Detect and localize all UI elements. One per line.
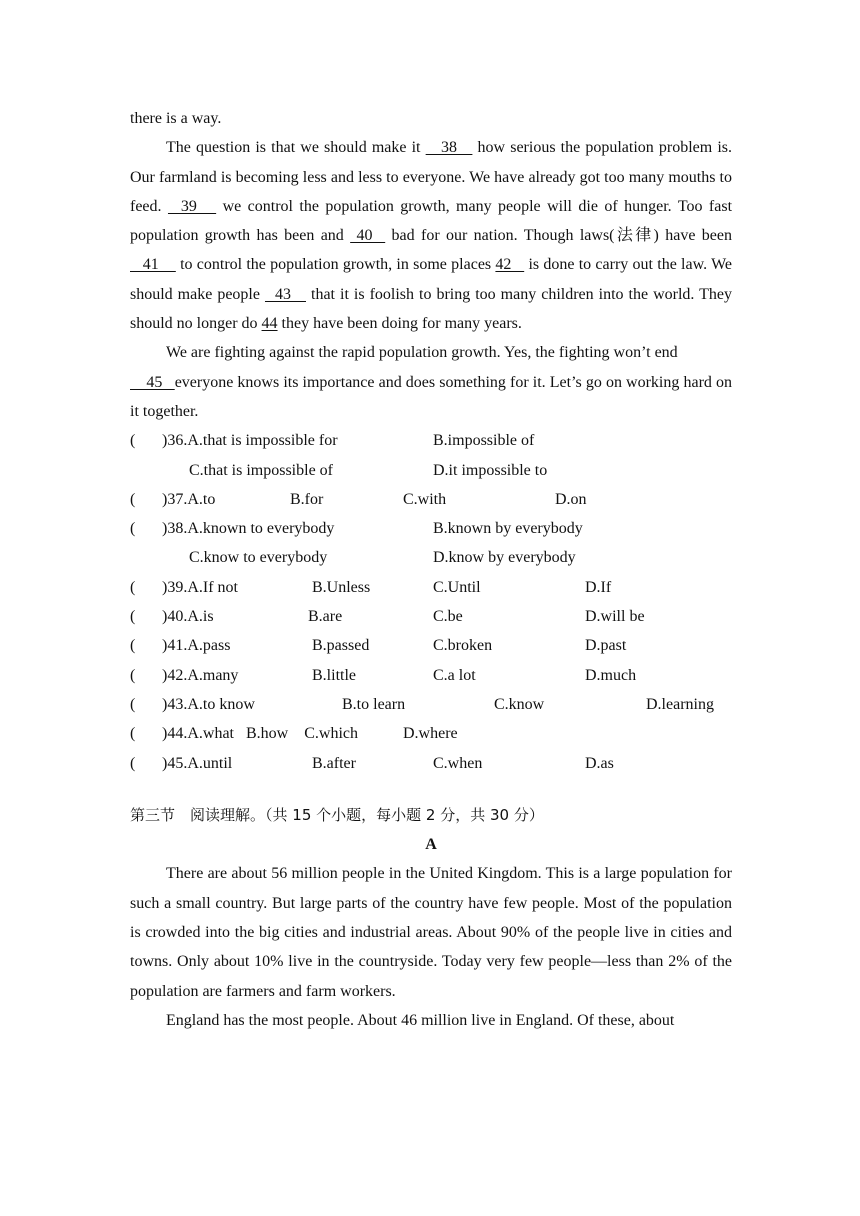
blank-38: 38 <box>425 139 473 157</box>
question-45: ( )45.A.until B.after C.when D.as <box>130 749 732 778</box>
question-41: ( )41.A.pass B.passed C.broken D.past <box>130 631 732 660</box>
option-d: D.as <box>585 754 614 772</box>
option-a: )38.A.known to everybody <box>162 520 335 538</box>
option-a: )36.A.that is impossible for <box>162 432 338 450</box>
cloze-paragraph-2: We are fighting against the rapid population growth. Yes, the fighting won’t end <box>166 344 678 362</box>
option-a: )42.A.many <box>162 666 239 684</box>
option-d: D.learning <box>646 695 714 713</box>
question-37: ( )37.A.to B.for C.with D.on <box>130 485 732 514</box>
option-abc: )44.A.what B.how C.which <box>162 725 358 743</box>
option-a: )39.A.If not <box>162 578 238 596</box>
option-b: B.Unless <box>312 578 371 596</box>
option-b: B.are <box>308 608 343 626</box>
option-c: C.that is impossible of <box>189 461 333 479</box>
question-38-row2 <box>130 543 732 572</box>
blank-41: 41 <box>130 256 176 274</box>
option-c: C.when <box>433 754 483 772</box>
option-b: B.passed <box>312 637 370 655</box>
question-44: ( )44.A.what B.how C.which D.where <box>130 719 732 748</box>
blank-39: 39 <box>167 197 217 215</box>
option-c: C.know <box>494 695 545 713</box>
blank-45: 45 <box>130 373 175 391</box>
question-39: ( )39.A.If not B.Unless C.Until D.If <box>130 573 732 602</box>
blank-43: 43 <box>264 285 306 303</box>
option-d: D.where <box>403 725 458 743</box>
option-d: D.on <box>555 490 587 508</box>
option-b: B.little <box>312 666 356 684</box>
section-heading: 第三节 阅读理解。（共 15 个小题，每小题 2 分，共 30 分） <box>130 805 544 824</box>
question-42: ( )42.A.many B.little C.a lot D.much <box>130 661 732 690</box>
option-b: B.impossible of <box>433 432 535 450</box>
option-a: )40.A.is <box>162 608 214 626</box>
option-d: D.know by everybody <box>433 549 576 567</box>
cloze-paragraph-1: The question is that we should make it 38 how serious the population problem is. Our farmland is becoming less and less to everyone. We have already got too many mouths to feed. 39 we control the population growth, many people will die of hunger. Too fast population growth has been and 40 bad for our nation. Though laws(法律) have been 41 to control the population growth, in some places 42 is done to carry out the law. We should make people 43 that it is foolish to bring too many children into the world. They should no longer do 44 they have been doing for many years. <box>130 139 733 333</box>
option-c: C.a lot <box>433 666 476 684</box>
question-43: ( )43.A.to know B.to learn C.know D.learning <box>130 690 732 719</box>
blank-42: 42 <box>495 256 525 274</box>
option-b: B.for <box>290 490 324 508</box>
option-d: D.it impossible to <box>433 461 548 479</box>
option-c: C.be <box>433 608 463 626</box>
passage-title: A <box>425 836 437 854</box>
reading-paragraph-2: England has the most people. About 46 million live in England. Of these, about <box>166 1011 675 1029</box>
question-38: ( )38.A.known to everybody B.known by everybody <box>130 514 732 543</box>
option-c: C.know to everybody <box>189 549 328 567</box>
option-a: )37.A.to <box>162 490 216 508</box>
option-c: C.Until <box>433 578 481 596</box>
option-a: )45.A.until <box>162 754 233 772</box>
option-a: )43.A.to know <box>162 695 255 713</box>
blank-40: 40 <box>350 227 386 245</box>
option-d: D.will be <box>585 608 645 626</box>
reading-paragraph-1: There are about 56 million people in the United Kingdom. This is a large population for such a small country. But large parts of the country have few people. Most of the population is crowded into the big cities and industrial areas. About 90% of the people live in cities and towns. Only about 10% live in the countryside. Today very few people—less than 2% of the population are farmers and farm workers. <box>130 865 732 1000</box>
question-36-row2 <box>130 456 732 485</box>
blank-44: 44 <box>261 315 278 333</box>
cloze-paragraph-2-cont: 45 everyone knows its importance and does something for it. Let’s go on working hard on it together. <box>130 373 733 420</box>
cloze-line-0: there is a way. <box>130 110 222 127</box>
question-40: ( )40.A.is B.are C.be D.will be <box>130 602 732 631</box>
question-36: ( )36.A.that is impossible for B.impossible of <box>130 426 732 455</box>
option-d: D.much <box>585 666 637 684</box>
option-b: B.after <box>312 754 356 772</box>
option-b: B.to learn <box>342 695 406 713</box>
option-d: D.If <box>585 578 612 596</box>
option-d: D.past <box>585 637 627 655</box>
option-c: C.broken <box>433 637 493 655</box>
exam-page <box>130 104 732 1035</box>
option-a: )41.A.pass <box>162 637 231 655</box>
option-b: B.known by everybody <box>433 520 583 538</box>
option-c: C.with <box>403 490 447 508</box>
